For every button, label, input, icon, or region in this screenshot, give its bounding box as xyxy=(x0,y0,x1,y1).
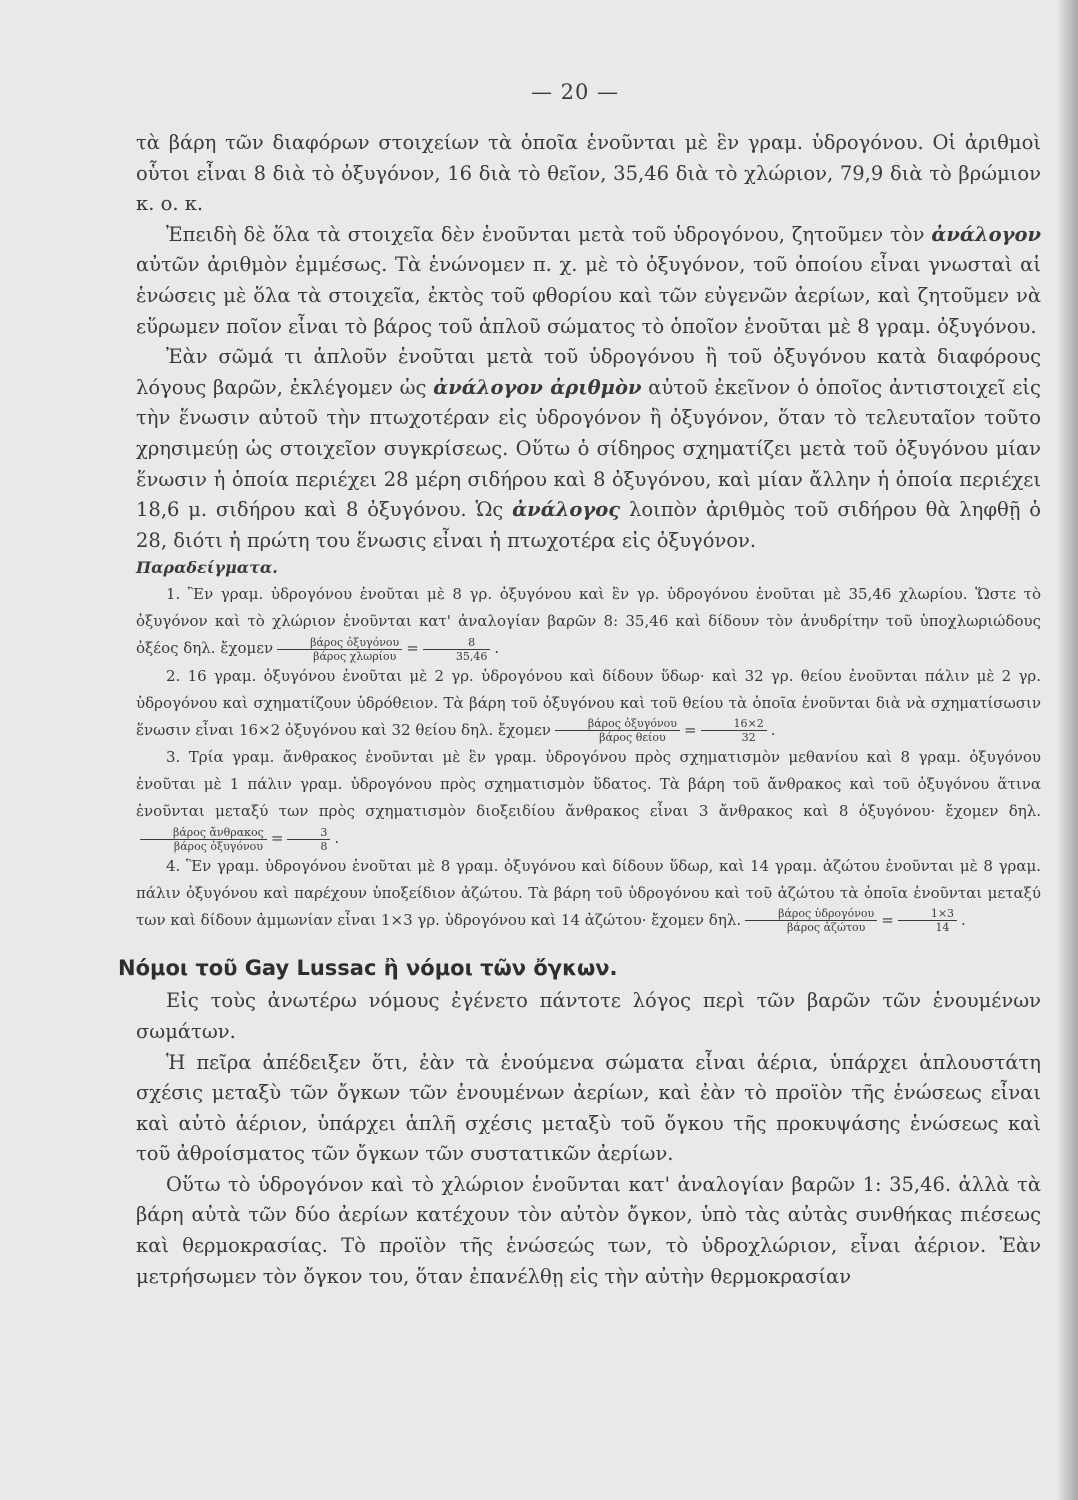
example-1-fraction-left xyxy=(277,636,402,663)
fraction-denominator: 14 xyxy=(935,921,950,935)
example-3-fraction-left xyxy=(140,826,267,853)
fraction-numerator: βάρος ἄνθρακος xyxy=(140,826,267,840)
paragraph-3-text-e: λοιπὸν ἀριθμὸς τοῦ σιδήρου θὰ ληφθῇ ὁ 28, διότι ἡ πρώτη του ἕνωσις εἶναι ἡ πτωχοτέρα εἰς ὀξυγόνον. xyxy=(136,498,1041,552)
section-paragraph-2: Ἡ πεῖρα ἀπέδειξεν ὅτι, ἐὰν τὰ ἑνούμενα σώματα εἶναι ἀέρια, ὑπάρχει ἁπλουστάτη σχέσις μεταξὺ τῶν ὄγκων τῶν ἑνουμένων ἀερίων, καὶ ἐὰν τὸ προϊὸν τῆς ἑνώσεως εἶναι καὶ αὐτὸ ἀέριον, ὑπάρχει ἁπλῆ σχέσις μεταξὺ τοῦ ὄγκου τῆς προκυψάσης ἑνώσεως καὶ τοῦ ἀθροίσματος τῶν ὄγκων τῶν συστατικῶν ἀερίων. xyxy=(136,1050,1041,1166)
term-analogos: ἀνάλογος xyxy=(512,498,621,522)
example-2-fraction-left xyxy=(555,717,680,744)
paragraph-3-text-c: αὐτοῦ ἐκεῖνον ὁ ὁποῖος ἀντιστοιχεῖ εἰς τὴν ἕνωσιν αὐτοῦ τὴν πτωχοτέραν εἰς ὑδρογόνον ἢ ὀξυγόνον, ὅταν τὸ τελευταῖον τοῦτο χρησιμεύῃ ὡς στοιχεῖον συγκρίσεως. Οὕτω ὁ σίδηρος σχηματίζει μετὰ τοῦ ὀξυγόνου μίαν ἕνωσιν ἡ ὁποία περιέχει 28 μέρη σιδήρου καὶ 8 ὀξυγόνου, καὶ μίαν ἄλλην ἡ ὁποία περιέχει 18,6 μ. σιδήρου καὶ 8 ὀξυγόνου. Ὡς xyxy=(136,375,1041,522)
example-3-text: 3. Τρία γραμ. ἄνθρακος ἑνοῦνται μὲ ἓν γραμ. ὑδρογόνου πρὸς σχηματισμὸν μεθανίου καὶ 8 γραμ. ὀξυγόνου ἑνοῦται μὲ 1 πάλιν γραμ. ὑδρογόνου πρὸς σχηματισμὸν ὕδατος. Τὰ βάρη τοῦ ἄνθρακος καὶ τοῦ ὀξυγόνου ἅτινα ἑνοῦνται μεταξύ των πρὸς σχηματισμὸν διοξειδίου ἄνθρακος εἶναι 3 ἄνθρακος καὶ 8 ὀξυγόνου· ἔχομεν δηλ. xyxy=(136,748,1041,821)
page-edge-shadow xyxy=(1056,0,1078,1500)
section-paragraph-1: Εἰς τοὺς ἀνωτέρω νόμους ἐγένετο πάντοτε λόγος περὶ τῶν βαρῶν τῶν ἑνουμένων σωμάτων. xyxy=(136,989,1041,1043)
fraction-numerator: 16×2 xyxy=(701,717,767,731)
example-3: 3. Τρία γραμ. ἄνθρακος ἑνοῦνται μὲ ἓν γραμ. ὑδρογόνου πρὸς σχηματισμὸν μεθανίου καὶ 8 γραμ. ὀξυγόνου ἑνοῦται μὲ 1 πάλιν γραμ. ὑδρογόνου πρὸς σχηματισμὸν ὕδατος. Τὰ βάρη τοῦ ἄνθρακος καὶ τοῦ ὀξυγόνου ἅτινα ἑνοῦνται μεταξύ των πρὸς σχηματισμὸν διοξειδίου ἄνθρακος εἶναι 3 ἄνθρακος καὶ 8 ὀξυγόνου· ἔχομεν δηλ. $\frac{\text{βάρος ἄνθρακος}}{\text{βάρος ὀξυγόνου}}$ = $\frac{3}{8}$ . xyxy=(136,748,1041,853)
paragraph-2 xyxy=(136,220,1041,342)
fraction-denominator: 8 xyxy=(320,839,328,853)
fraction-numerator: βάρος ὀξυγόνου xyxy=(555,717,680,731)
example-3-fraction-right xyxy=(287,826,330,853)
fraction-numerator: βάρος ὀξυγόνου xyxy=(277,636,402,650)
fraction-denominator: βάρος χλωρίου xyxy=(313,649,397,663)
example-1-fraction-right xyxy=(423,636,491,663)
fraction-numerator: 1×3 xyxy=(898,907,957,921)
fraction-denominator: βάρος ὀξυγόνου xyxy=(173,839,263,853)
paragraph-2-text-a: Ἐπειδὴ δὲ ὅλα τὰ στοιχεῖα δὲν ἑνοῦνται μετὰ τοῦ ὑδρογόνου, ζητοῦμεν τὸν xyxy=(166,222,932,246)
paragraph-1: τὰ βάρη τῶν διαφόρων στοιχείων τὰ ὁποῖα ἑνοῦνται μὲ ἓν γραμ. ὑδρογόνου. Οἱ ἀριθμοὶ οὗτοι εἶναι 8 διὰ τὸ ὀξυγόνον, 16 διὰ τὸ θεῖον, 35,46 διὰ τὸ χλώριον, 79,9 διὰ τὸ βρώμιον κ. ο. κ. xyxy=(136,131,1041,216)
example-1-text: 1. Ἓν γραμ. ὑδρογόνου ἑνοῦται μὲ 8 γρ. ὀξυγόνου καὶ ἓν γρ. ὑδρογόνου ἑνοῦται μὲ 35,46 χλωρίου. Ὥστε τὸ ὀξυγόνον καὶ τὸ χλώριον ἑνοῦνται κατ' ἀναλογίαν βαρῶν 8: 35,46 καὶ δίδουν τὸν ἀνυδρίτην τοῦ ὑποχλωριώδους ὀξέος δηλ. ἔχομεν xyxy=(136,585,1041,658)
example-1: 1. Ἓν γραμ. ὑδρογόνου ἑνοῦται μὲ 8 γρ. ὀξυγόνου καὶ ἓν γρ. ὑδρογόνου ἑνοῦται μὲ 35,46 χλωρίου. Ὥστε τὸ ὀξυγόνον καὶ τὸ χλώριον ἑνοῦνται κατ' ἀναλογίαν βαρῶν 8: 35,46 καὶ δίδουν τὸν ἀνυδρίτην τοῦ ὑποχλωριώδους ὀξέος δηλ. ἔχομεν $\frac{\text{βάρος ὀξυγόνου}}{\text{βάρος χλωρίου}}$ = $\frac{8}{35,46}$ . xyxy=(136,585,1041,663)
paragraph-2-text-c: αὐτῶν ἀριθμὸν ἐμμέσως. Τὰ ἑνώνομεν π. χ. μὲ τὸ ὀξυγόνον, τοῦ ὁποίου εἶναι γνωσταὶ αἱ ἑνώσεις μὲ ὅλα τὰ στοιχεῖα, ἐκτὸς τοῦ φθορίου καὶ τῶν εὐγενῶν ἀερίων, καὶ ζητοῦμεν νὰ εὕρωμεν ποῖον εἶναι τὸ βάρος τοῦ ἁπλοῦ σώματος τὸ ὁποῖον ἑνοῦται μὲ 8 γραμ. ὀξυγόνου. xyxy=(136,253,1041,338)
fraction-denominator: 32 xyxy=(741,731,756,745)
paragraph-3-text-a: Ἐὰν σῶμά τι ἁπλοῦν ἑνοῦται μετὰ τοῦ ὑδρογόνου ἢ τοῦ ὀξυγόνου κατὰ διαφόρους λόγους βαρῶν, ἐκλέγομεν ὡς xyxy=(136,345,1041,399)
example-4: 4. Ἓν γραμ. ὑδρογόνου ἑνοῦται μὲ 8 γραμ. ὀξυγόνου καὶ δίδουν ὕδωρ, καὶ 14 γραμ. ἀζώτου ἑνοῦνται μὲ 8 γραμ. πάλιν ὀξυγόνου καὶ παρέχουν ὑποξείδιον ἀζώτου. Τὰ βάρη τοῦ ὑδρογόνου καὶ τοῦ ἀζώτου τὰ ὁποῖα ἑνοῦνται μεταξύ των καὶ δίδουν ἀμμωνίαν εἶναι 1×3 γρ. ὑδρογόνου καὶ 14 ἀζώτου· ἔχομεν δηλ. $\frac{\text{βάρος ὑδρογόνου}}{\text{βάρος ἀζώτου}}$ = $\frac{1\times 3}{14}$ . xyxy=(136,856,1041,935)
example-2-text: 2. 16 γραμ. ὀξυγόνου ἑνοῦται μὲ 2 γρ. ὑδρογόνου καὶ δίδουν ὕδωρ· καὶ 32 γρ. θείου ἑνοῦνται πάλιν μὲ 2 γρ. ὑδρογόνου καὶ σχηματίζουν ὑδρόθειον. Τὰ βάρη τοῦ ὀξυγόνου καὶ τοῦ θείου τὰ ὁποῖα ἑνοῦνται διὰ νὰ σχηματίσωσιν ἕνωσιν εἶναι 16×2 ὀξυγόνου καὶ 32 θείου δηλ. ἔχομεν xyxy=(136,666,1041,739)
example-4-text: 4. Ἓν γραμ. ὑδρογόνου ἑνοῦται μὲ 8 γραμ. ὀξυγόνου καὶ δίδουν ὕδωρ, καὶ 14 γραμ. ἀζώτου ἑνοῦνται μὲ 8 γραμ. πάλιν ὀξυγόνου καὶ παρέχουν ὑποξείδιον ἀζώτου. Τὰ βάρη τοῦ ὑδρογόνου καὶ τοῦ ἀζώτου τὰ ὁποῖα ἑνοῦνται μεταξύ των καὶ δίδουν ἀμμωνίαν εἶναι 1×3 γρ. ὑδρογόνου καὶ 14 ἀζώτου· ἔχομεν δηλ. xyxy=(136,856,1041,929)
paragraph-3 xyxy=(136,342,1041,556)
fraction-numerator: βάρος ὑδρογόνου xyxy=(745,907,877,921)
fraction-denominator: βάρος θείου xyxy=(599,731,666,745)
fraction-numerator: 8 xyxy=(423,636,491,650)
example-2: 2. 16 γραμ. ὀξυγόνου ἑνοῦται μὲ 2 γρ. ὑδρογόνου καὶ δίδουν ὕδωρ· καὶ 32 γρ. θείου ἑνοῦνται πάλιν μὲ 2 γρ. ὑδρογόνου καὶ σχηματίζουν ὑδρόθειον. Τὰ βάρη τοῦ ὀξυγόνου καὶ τοῦ θείου τὰ ὁποῖα ἑνοῦνται διὰ νὰ σχηματίσωσιν ἕνωσιν εἶναι 16×2 ὀξυγόνου καὶ 32 θείου δηλ. ἔχομεν $\frac{\text{βάρος ὀξυγόνου}}{\text{βάρος θείου}}$ = $\frac{16\times 2}{32}$ . xyxy=(136,666,1041,745)
fraction-numerator: 3 xyxy=(287,826,330,840)
page-content xyxy=(118,128,1041,1292)
section-title: Νόμοι τοῦ Gay Lussac ἢ νόμοι τῶν ὄγκων. xyxy=(118,956,618,981)
term-analogon: ἀνάλογον xyxy=(931,222,1041,246)
example-2-fraction-right xyxy=(701,717,767,744)
section-paragraph-3: Οὕτω τὸ ὑδρογόνον καὶ τὸ χλώριον ἑνοῦνται κατ' ἀναλογίαν βαρῶν 1: 35,46. ἀλλὰ τὰ βάρη αὐτὰ τῶν δύο ἀερίων κατέχουν τὸν αὐτὸν ὄγκον, ὑπὸ τὰς αὐτὰς συνθήκας πιέσεως καὶ θερμοκρασίας. Τὸ προϊὸν τῆς ἑνώσεώς των, τὸ ὑδροχλώριον, εἶναι ἀέριον. Ἐὰν μετρήσωμεν τὸν ὄγκον του, ὅταν ἐπανέλθῃ εἰς τὴν αὐτὴν θερμοκρασίαν xyxy=(136,1172,1041,1288)
page-number: — 20 — xyxy=(530,80,620,104)
fraction-denominator: 35,46 xyxy=(455,649,488,663)
term-analogos-arithmos: ἀνάλογον ἀριθμὸν xyxy=(433,375,642,399)
fraction-denominator: βάρος ἀζώτου xyxy=(787,921,866,935)
example-4-fraction-left xyxy=(745,907,877,934)
examples-heading: Παραδείγματα. xyxy=(136,558,278,578)
example-4-fraction-right xyxy=(898,907,957,934)
